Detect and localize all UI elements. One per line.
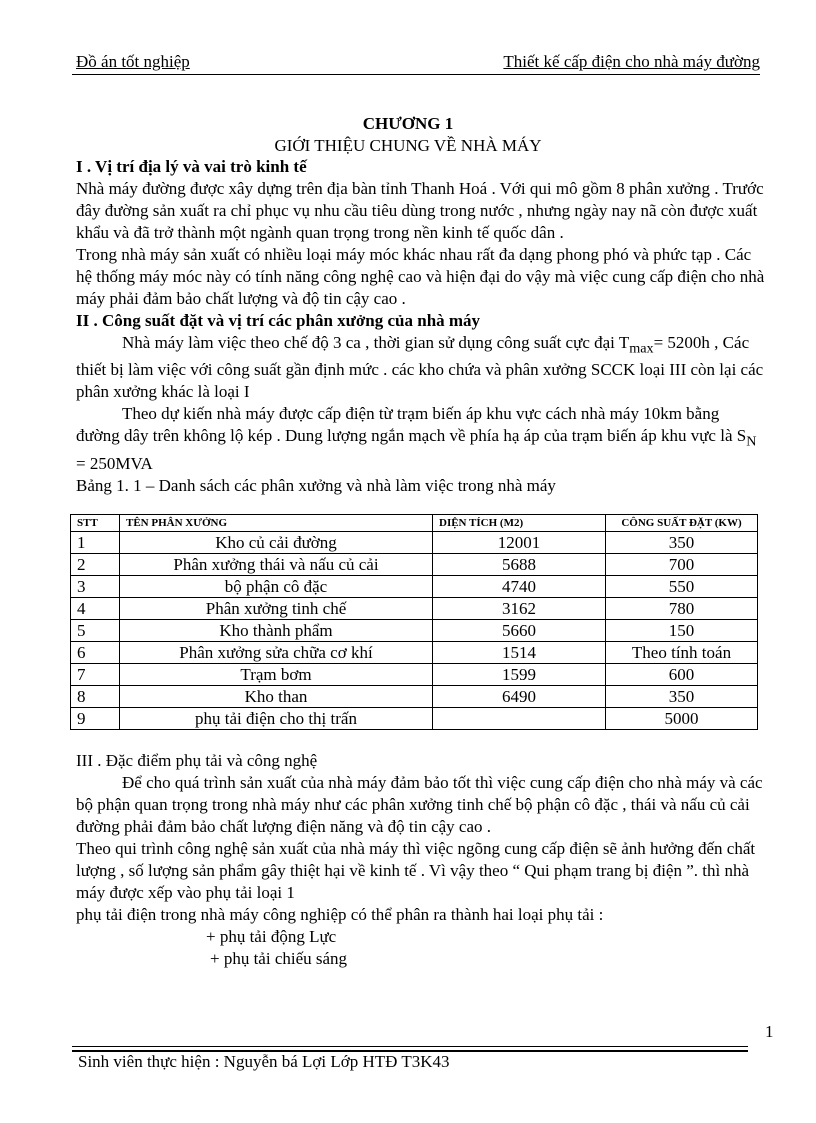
workshop-table bbox=[70, 514, 758, 730]
header-power: CÔNG SUẤT ĐẶT (KW) bbox=[606, 515, 758, 532]
cell-area: 1599 bbox=[433, 664, 606, 686]
cell-name: Kho thành phẩm bbox=[120, 620, 433, 642]
cell-stt: 4 bbox=[71, 598, 120, 620]
cell-stt: 1 bbox=[71, 532, 120, 554]
section2-heading: II . Công suất đặt và vị trí các phân xưởng của nhà máy bbox=[76, 311, 481, 330]
table-row bbox=[71, 686, 758, 708]
section2-para2 bbox=[76, 403, 766, 474]
cell-power: 550 bbox=[606, 576, 758, 598]
cell-name: bộ phận cô đặc bbox=[120, 576, 433, 598]
cell-area bbox=[433, 708, 606, 730]
cell-power: 150 bbox=[606, 620, 758, 642]
cell-power: 780 bbox=[606, 598, 758, 620]
body-text bbox=[76, 156, 766, 497]
cell-power: 350 bbox=[606, 686, 758, 708]
cell-stt: 2 bbox=[71, 554, 120, 576]
table-caption: Bảng 1. 1 – Danh sách các phân xưởng và nhà làm việc trong nhà máy bbox=[76, 475, 556, 495]
table-row bbox=[71, 554, 758, 576]
footer-rule-thin bbox=[72, 1046, 748, 1047]
cell-name: Kho than bbox=[120, 686, 433, 708]
section1-heading: I . Vị trí địa lý và vai trò kinh tế bbox=[76, 157, 307, 176]
header-rule bbox=[72, 74, 760, 75]
table-row bbox=[71, 532, 758, 554]
section2-para2-a: Theo dự kiến nhà máy được cấp điện từ trạm biến áp khu vực cách nhà máy 10km bằng đường dây trên không lộ kép . Dung lượng ngắn mạch về phía hạ áp của trạm biến áp khu vực là S bbox=[76, 404, 747, 446]
section2-para1-a: Nhà máy làm việc theo chế độ 3 ca , thời gian sử dụng công suất cực đại T bbox=[122, 333, 630, 352]
table-row bbox=[71, 598, 758, 620]
cell-area: 5688 bbox=[433, 554, 606, 576]
load-type-item-2: + phụ tải chiếu sáng bbox=[210, 949, 348, 968]
cell-name: Trạm bơm bbox=[120, 664, 433, 686]
cell-stt: 7 bbox=[71, 664, 120, 686]
cell-name: Phân xưởng thái và nấu củ cải bbox=[120, 554, 433, 576]
page-header bbox=[72, 52, 760, 76]
table-header-row bbox=[71, 515, 758, 532]
table-row bbox=[71, 664, 758, 686]
cell-name: Phân xưởng tinh chế bbox=[120, 598, 433, 620]
cell-name: phụ tải điện cho thị trấn bbox=[120, 708, 433, 730]
header-area: DIỆN TÍCH (M2) bbox=[433, 515, 606, 532]
tmax-subscript: max bbox=[629, 340, 654, 357]
cell-area: 4740 bbox=[433, 576, 606, 598]
cell-name: Phân xưởng sửa chữa cơ khí bbox=[120, 642, 433, 664]
cell-stt: 9 bbox=[71, 708, 120, 730]
cell-stt: 5 bbox=[71, 620, 120, 642]
section3 bbox=[76, 750, 766, 970]
cell-power: 600 bbox=[606, 664, 758, 686]
table-row bbox=[71, 620, 758, 642]
section3-heading: III . Đặc điểm phụ tải và công nghệ bbox=[76, 751, 318, 770]
page-number: 1 bbox=[765, 1022, 774, 1041]
section2-para1 bbox=[76, 332, 766, 403]
section1-para1: Nhà máy đường được xây dựng trên địa bàn tỉnh Thanh Hoá . Với qui mô gồm 8 phân xưởng . Trước đây đường sản xuất ra chỉ phục vụ nhu cầu tiêu dùng trong nước , nhưng ngày nay nã còn được xuất khẩu và đã trở thành một ngành quan trọng trong nền kinh tế quốc dân . bbox=[76, 179, 764, 242]
cell-stt: 6 bbox=[71, 642, 120, 664]
section3-para3: phụ tải điện trong nhà máy công nghiệp có thể phân ra thành hai loại phụ tải : bbox=[76, 905, 604, 924]
table-row bbox=[71, 642, 758, 664]
section3-para1: Để cho quá trình sản xuất của nhà máy đảm bảo tốt thì việc cung cấp điện cho nhà máy và các bộ phận quan trọng trong nhà máy như các phân xưởng tinh chế bộ phận cô đặc , thái và nấu củ cải đường phải đảm bảo chất lượng điện năng và độ tin cậy cao . bbox=[76, 773, 763, 836]
table-row bbox=[71, 708, 758, 730]
load-type-item-1: + phụ tải động Lực bbox=[206, 927, 337, 946]
section2-para2-b: = 250MVA bbox=[76, 453, 153, 473]
cell-name: Kho củ cải đường bbox=[120, 532, 433, 554]
section2-para1-b: = 5200h , Các thiết bị làm việc với công suất gần định mức . các kho chứa và phân xưởng SCCK loại III còn lại các phân xưởng khác là loại I bbox=[76, 333, 764, 402]
cell-power: 5000 bbox=[606, 708, 758, 730]
section3-para2: Theo qui trình công nghệ sản xuất của nhà máy thì việc ngõng cung cấp điện sẽ ảnh hưởng đến chất lượng , số lượng sản phẩm gây thiệt hại về kinh tế . Vì vậy theo “ Qui phạm trang bị điện ”. thì nhà máy được xếp vào phụ tải loại 1 bbox=[76, 839, 756, 902]
cell-stt: 8 bbox=[71, 686, 120, 708]
sn-subscript: N bbox=[746, 433, 757, 450]
section1-para2: Trong nhà máy sản xuất có nhiều loại máy móc khác nhau rất đa dạng phong phó và phức tạp . Các hệ thống máy móc này có tính năng công nghệ cao và hiện đại do vậy mà việc cung cấp điện cho nhà máy phải đảm bảo chất lượng và độ tin cậy cao . bbox=[76, 245, 765, 308]
cell-stt: 3 bbox=[71, 576, 120, 598]
cell-area: 5660 bbox=[433, 620, 606, 642]
header-left: Đồ án tốt nghiệp bbox=[76, 52, 190, 71]
table-row bbox=[71, 576, 758, 598]
cell-power: 350 bbox=[606, 532, 758, 554]
chapter-subtitle: GIỚI THIỆU CHUNG VỀ NHÀ MÁY bbox=[274, 136, 542, 155]
header-right: Thiết kế cấp điện cho nhà máy đường bbox=[503, 52, 760, 71]
cell-area: 12001 bbox=[433, 532, 606, 554]
header-name: TÊN PHÂN XƯỞNG bbox=[120, 515, 433, 532]
cell-power: Theo tính toán bbox=[606, 642, 758, 664]
chapter-title: CHƯƠNG 1 bbox=[362, 114, 454, 133]
header-stt: STT bbox=[71, 515, 120, 532]
cell-power: 700 bbox=[606, 554, 758, 576]
cell-area: 3162 bbox=[433, 598, 606, 620]
cell-area: 1514 bbox=[433, 642, 606, 664]
page-footer: Sinh viên thực hiện : Nguyễn bá Lợi Lớp HTĐ T3K43 bbox=[78, 1052, 450, 1071]
cell-area: 6490 bbox=[433, 686, 606, 708]
